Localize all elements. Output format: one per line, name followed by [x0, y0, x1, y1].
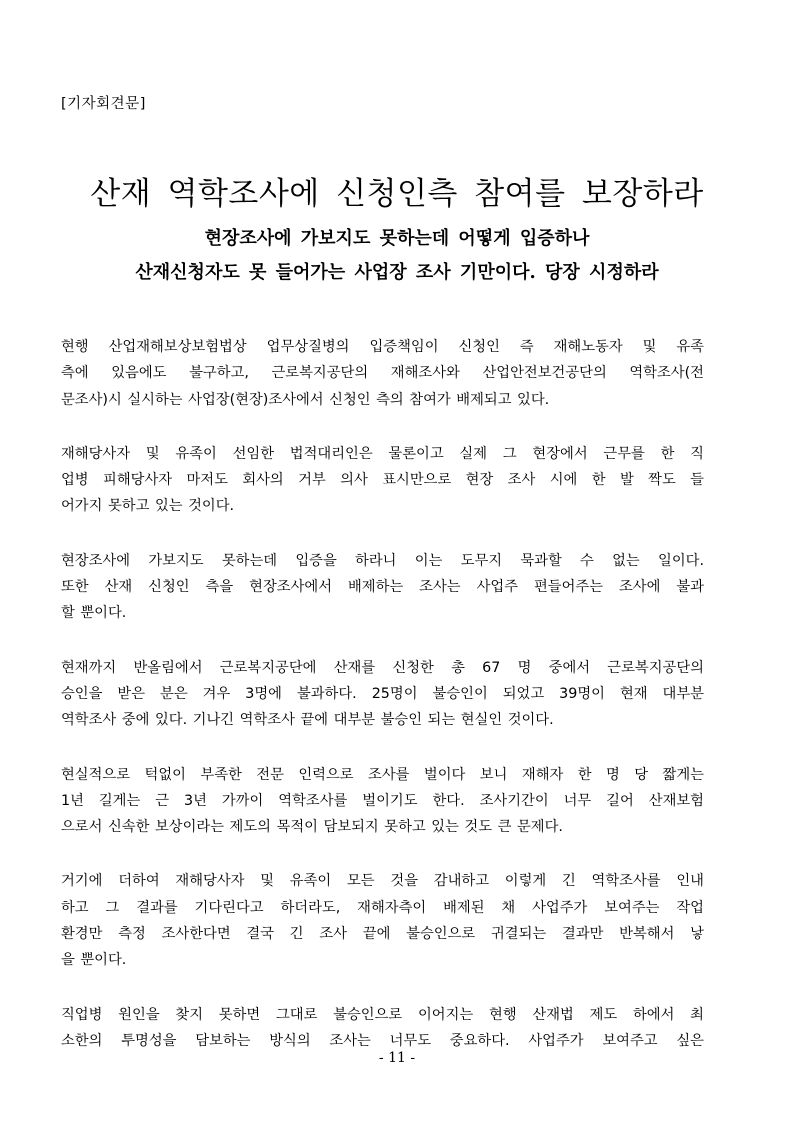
paragraph-line: 현실적으로 턱없이 부족한 전문 인력으로 조사를 벌이다 보니 재해자 한 명 당 짧게는 — [61, 766, 704, 783]
paragraph-line: 승인을 받은 분은 겨우 3명에 불과하다. 25명이 불승인이 되었고 39명이 현재 대부분 — [61, 685, 704, 702]
paragraph-4 — [61, 655, 704, 734]
paragraph-line: 소한의 투명성을 담보하는 방식의 조사는 너무도 중요하다. 사업주가 보여주고 싶은 — [61, 1032, 704, 1049]
paragraph-2 — [61, 441, 704, 520]
paragraph-6 — [61, 868, 704, 973]
paragraph-line: 현재까지 반올림에서 근로복지공단에 산재를 신청한 총 67 명 중에서 근로복지공단의 — [61, 659, 704, 676]
paragraph-line: 할 뿐이다. — [61, 605, 127, 622]
paragraph-line: 역학조사 중에 있다. 기나긴 역학조사 끝에 대부분 불승인 되는 현실인 것이다. — [61, 712, 554, 729]
paragraph-1 — [61, 334, 704, 413]
paragraph-5 — [61, 762, 704, 841]
paragraph-line: 또한 산재 신청인 측을 현장조사에서 배제하는 조사는 사업주 편들어주는 조사에 불과 — [61, 579, 704, 596]
paragraph-line: 업병 피해당사자 마저도 회사의 거부 의사 표시만으로 현장 조사 시에 한 발 짝도 들 — [61, 472, 704, 489]
paragraph-line: 으로서 신속한 보상이라는 제도의 목적이 담보되지 못하고 있는 것도 큰 문제다. — [61, 819, 563, 836]
paragraph-3 — [61, 548, 704, 627]
subtitle-1: 현장조사에 가보지도 못하는데 어떻게 입증하나 — [204, 228, 590, 249]
document-label: [기자회견문] — [61, 96, 146, 112]
document-body — [61, 334, 704, 1082]
paragraph-line: 재해당사자 및 유족이 선임한 법적대리인은 물론이고 실제 그 현장에서 근무를 한 직 — [61, 445, 704, 462]
paragraph-line: 문조사)시 실시하는 사업장(현장)조사에서 신청인 측의 참여가 배제되고 있다. — [61, 391, 550, 408]
page-title: 산재 역학조사에 신청인측 참여를 보장하라 — [90, 176, 704, 212]
paragraph-line: 측에 있음에도 불구하고, 근로복지공단의 재해조사와 산업안전보건공단의 역학조사(전 — [61, 365, 704, 382]
paragraph-line: 환경만 측정 조사한다면 결국 긴 조사 끝에 불승인으로 귀결되는 결과만 반복해서 낳 — [61, 926, 704, 943]
subtitle-2: 산재신청자도 못 들어가는 사업장 조사 기만이다. 당장 시정하라 — [135, 262, 659, 283]
paragraph-line: 을 뿐이다. — [61, 952, 127, 969]
paragraph-line: 현장조사에 가보지도 못하는데 입증을 하라니 이는 도무지 묵과할 수 없는 일이다. — [61, 552, 704, 569]
page-number: - 11 - — [378, 1050, 416, 1066]
paragraph-line: 거기에 더하여 재해당사자 및 유족이 모든 것을 감내하고 이렇게 긴 역학조사를 인내 — [61, 873, 704, 890]
paragraph-line: 직업병 원인을 찾지 못하면 그대로 불승인으로 이어지는 현행 산재법 제도 하에서 최 — [61, 1006, 704, 1023]
paragraph-line: 현행 산업재해보상보험법상 업무상질병의 입증책임이 신청인 즉 재해노동자 및 유족 — [61, 339, 704, 355]
paragraph-7 — [61, 1002, 704, 1055]
paragraph-line: 하고 그 결과를 기다린다고 하더라도, 재해자측이 배제된 채 사업주가 보여주는 작업 — [61, 899, 704, 916]
paragraph-line: 어가지 못하고 있는 것이다. — [61, 498, 235, 515]
paragraph-line: 1년 길게는 근 3년 가까이 역학조사를 벌이기도 한다. 조사기간이 너무 길어 산재보험 — [61, 792, 704, 809]
